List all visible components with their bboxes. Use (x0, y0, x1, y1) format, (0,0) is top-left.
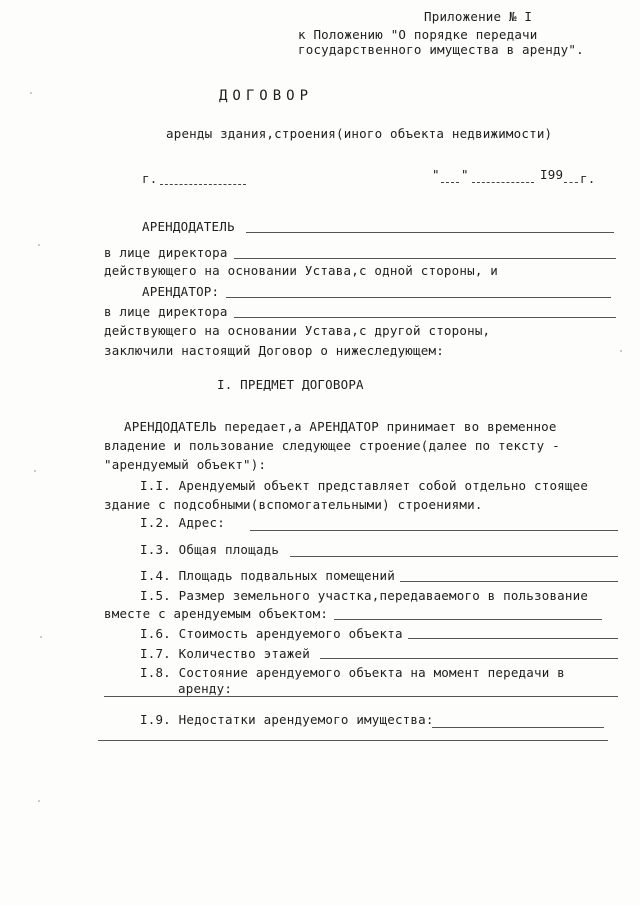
date-year-blank[interactable] (564, 182, 578, 183)
place-blank[interactable] (160, 184, 246, 185)
date-day-blank[interactable] (441, 182, 459, 183)
tenant-basis: действующего на основании Устава,с другой стороны, (104, 323, 491, 338)
appendix-ref-line-1: к Положению "О порядке передачи (298, 27, 538, 42)
item-1-6-value: I.6. Стоимость арендуемого объекта (140, 626, 403, 641)
landlord-director: в лице директора (104, 245, 228, 260)
object-value-blank[interactable] (408, 638, 618, 639)
date-year-prefix: I99 (540, 167, 564, 182)
item-1-5-line-1: I.5. Размер земельного участка,передаваемого в пользование (140, 588, 589, 603)
item-1-7-floors: I.7. Количество этажей (140, 646, 310, 661)
item-1-1-line-1: I.I. Арендуемый объект представляет собой отдельно стоящее (140, 478, 589, 493)
scan-speck (620, 350, 622, 352)
appendix-label: Приложение № I (424, 9, 533, 24)
date-close-quote: " (461, 167, 469, 182)
concluded-statement: заключили настоящий Договор о нижеследующем: (104, 343, 444, 358)
item-1-5-line-2: вместе с арендуемым объектом: (104, 606, 329, 621)
tenant-name-blank[interactable] (226, 297, 611, 298)
scan-speck (34, 470, 36, 472)
defects-blank-2[interactable] (98, 740, 608, 741)
condition-blank[interactable] (104, 696, 618, 697)
date-month-blank[interactable] (472, 182, 534, 183)
date-suffix: г. (580, 171, 596, 186)
scan-speck (38, 800, 40, 802)
item-1-9-defects: I.9. Недостатки арендуемого имущества: (140, 712, 434, 727)
scan-speck (30, 92, 32, 94)
landlord-label: АРЕНДОДАТЕЛЬ (142, 219, 235, 234)
tenant-director: в лице директора (104, 304, 228, 319)
basement-area-blank[interactable] (400, 581, 618, 582)
total-area-blank[interactable] (290, 556, 618, 557)
section-1-heading: I. ПРЕДМЕТ ДОГОВОРА (217, 377, 364, 392)
date-open-quote: " (432, 167, 440, 182)
place-prefix: г. (142, 171, 158, 186)
section-1-intro-line-3: "арендуемый объект"): (104, 457, 267, 472)
item-1-4-basement-area: I.4. Площадь подвальных помещений (140, 568, 395, 583)
section-1-intro-line-1: АРЕНДОДАТЕЛЬ передает,а АРЕНДАТОР принимает во временное (124, 419, 557, 434)
document-subtitle: аренды здания,строения(иного объекта недвижимости) (166, 126, 553, 141)
landlord-basis: действующего на основании Устава,с одной стороны, и (104, 263, 499, 278)
tenant-label: АРЕНДАТОР: (142, 284, 220, 299)
item-1-2-address: I.2. Адрес: (140, 515, 225, 530)
landlord-name-blank[interactable] (246, 232, 614, 233)
document-title: ДОГОВОР (219, 88, 314, 104)
item-1-8-line-2: аренду: (178, 681, 233, 696)
address-blank[interactable] (250, 530, 618, 531)
landlord-director-blank[interactable] (234, 258, 616, 259)
defects-blank-1[interactable] (432, 727, 604, 728)
scan-speck (40, 636, 42, 638)
item-1-3-total-area: I.3. Общая площадь (140, 542, 280, 557)
item-1-8-line-1: I.8. Состояние арендуемого объекта на момент передачи в (140, 665, 565, 680)
land-plot-size-blank[interactable] (334, 619, 602, 620)
item-1-1-line-2: здание с подсобными(вспомогательными) строениями. (104, 497, 483, 512)
scan-speck (38, 244, 40, 246)
tenant-director-blank[interactable] (234, 317, 616, 318)
floors-blank[interactable] (320, 658, 618, 659)
appendix-ref-line-2: государственного имущества в аренду". (298, 42, 584, 57)
section-1-intro-line-2: владение и пользование следующее строение(далее по тексту - (104, 438, 560, 453)
